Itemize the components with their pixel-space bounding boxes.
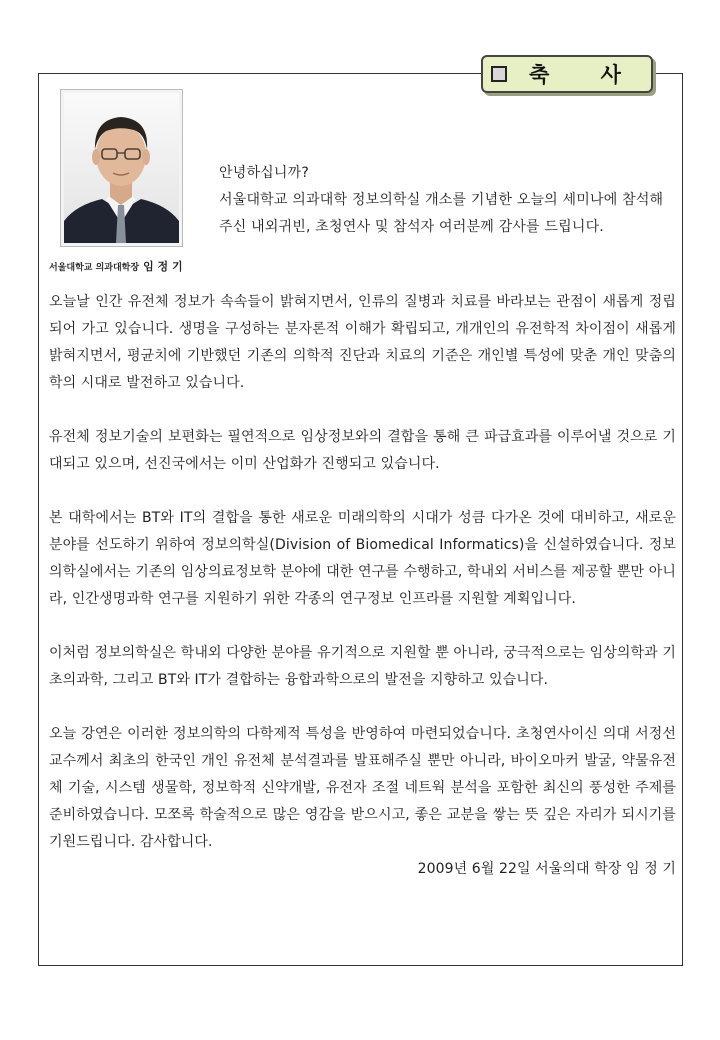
section-title-tab xyxy=(481,55,653,93)
greeting-block xyxy=(219,160,674,241)
caption-name: 임 정 기 xyxy=(143,260,183,273)
photo-caption xyxy=(49,258,199,274)
square-box-icon xyxy=(491,66,507,82)
portrait-image xyxy=(64,93,179,243)
letter-body xyxy=(49,289,676,883)
caption-organization: 서울대학교 의과대학장 xyxy=(49,263,140,273)
paragraph: 오늘날 인간 유전체 정보가 속속들이 밝혀지면서, 인류의 질병과 치료를 바라보는 관점이 새롭게 정립되어 가고 있습니다. 생명을 구성하는 분자론적 이해가 확립되고, 개개인의 유전학적 차이점이 새롭게 밝혀지면서, 평균치에 기반했던 기존의 의학적 진단과 치료의 기준은 개인별 특성에 맞춘 개인 맞춤의학의 시대로 발전하고 있습니다. xyxy=(49,294,676,391)
section-title: 축 사 xyxy=(529,63,643,87)
greeting-line: 안녕하십니까? xyxy=(219,165,309,181)
dean-portrait xyxy=(60,89,183,247)
paragraph: 본 대학에서는 BT와 IT의 결합을 통한 새로운 미래의학의 시대가 성큼 다가온 것에 대비하고, 새로운 분야를 선도하기 위하여 정보의학실(Division of Biomedical Informatics)을 신설하였습니다. 정보의학실에서는 기존의 임상의료정보학 분야에 대한 연구를 수행하고, 학내외 서비스를 제공할 뿐만 아니라, 인간생명과학 연구를 지원하기 위한 각종의 연구정보 인프라를 지원할 계획입니다. xyxy=(49,510,676,607)
greeting-text: 서울대학교 의과대학 정보의학실 개소를 기념한 오늘의 세미나에 참석해 주신 내외귀빈, 초청연사 및 참석자 여러분께 감사를 드립니다. xyxy=(219,192,664,235)
paragraph: 오늘 강연은 이러한 정보의학의 다학제적 특성을 반영하여 마련되었습니다. 초청연사이신 의대 서정선 교수께서 최초의 한국인 개인 유전체 분석결과를 발표해주실 뿐만 아니라, 바이오마커 발굴, 약물유전체 기술, 시스템 생물학, 정보학적 신약개발, 유전자 조절 네트웍 분석을 포함한 최신의 풍성한 주제를 준비하였습니다. 모쪼록 학술적으로 많은 영감을 받으시고, 좋은 교분을 쌓는 뜻 깊은 자리가 되시기를 기원드립니다. 감사합니다. xyxy=(49,726,676,850)
paragraph: 유전체 정보기술의 보편화는 필연적으로 임상정보와의 결합을 통해 큰 파급효과를 이루어낼 것으로 기대되고 있으며, 선진국에서는 이미 산업화가 진행되고 있습니다. xyxy=(49,429,676,472)
paragraph: 이처럼 정보의학실은 학내외 다양한 분야를 유기적으로 지원할 뿐 아니라, 궁극적으로는 임상의학과 기초의과학, 그리고 BT와 IT가 결합하는 융합과학으로의 발전을 지향하고 있습니다. xyxy=(49,645,676,688)
signature-line: 2009년 6월 22일 서울의대 학장 임 정 기 xyxy=(417,861,676,877)
